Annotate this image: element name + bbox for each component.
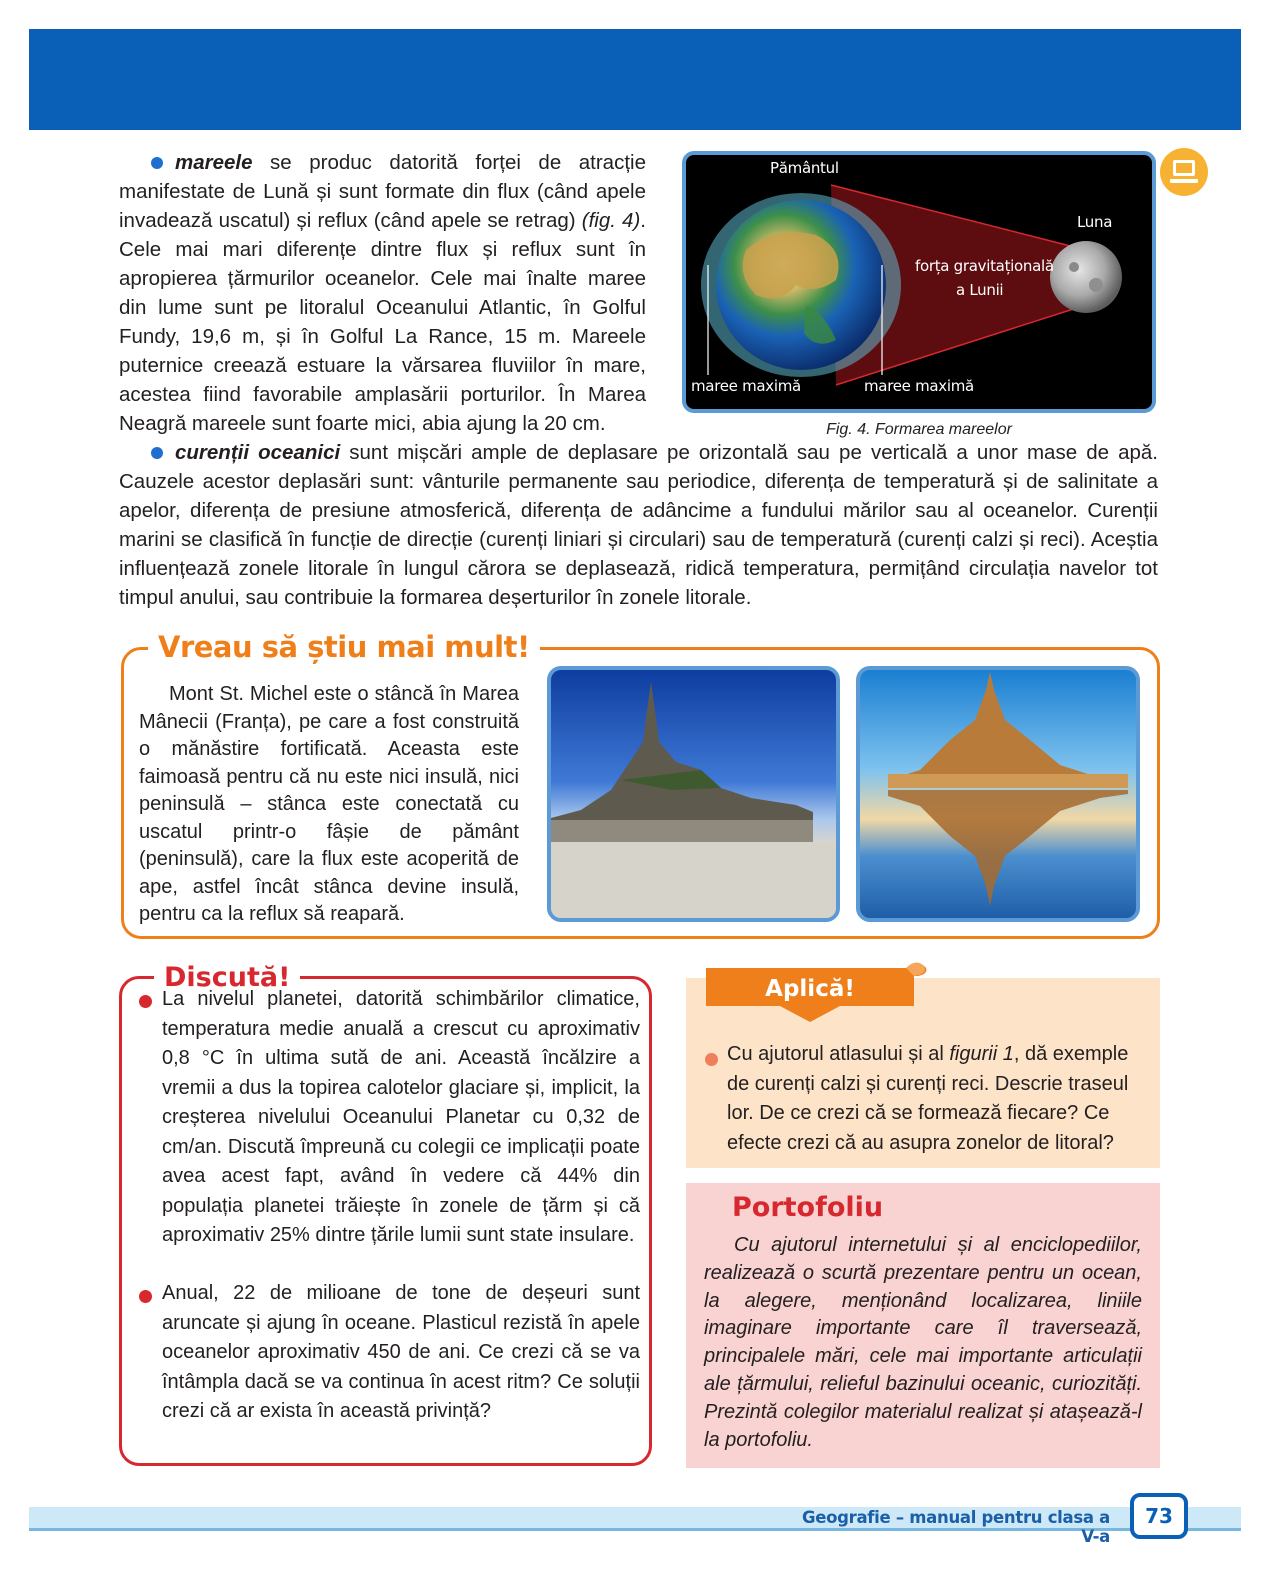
paragraph-mareele: mareele se produc datorită forței de atracție manifestate de Lună și sunt formate din flux (când apele invadează uscatul) și reflux (când apele se retrag) (fig. 4). Cele mai mari diferențe dintre flux și reflux sunt în apropierea țărmurilor oceanelor. Cele mai înalte maree din lume sunt pe litoralul Oceanului Atlantic, în Golful Fundy, 19,6 m, și în Golful La Rance, 15 m. Mareele puternice creează estuare la vărsarea fluviilor în mare, acestea fiind favorabile amplasării porturilor. În Marea Neagră mareele sunt foarte mici, abia ajung la 20 cm. (119, 151, 646, 435)
photo-mont-st-michel-day (547, 666, 840, 922)
label-earth: Pământul (770, 159, 839, 177)
computer-icon[interactable] (1160, 148, 1208, 196)
bullet-icon (139, 995, 152, 1008)
label-max-tide-right: maree maximă (864, 377, 974, 395)
label-max-tide-left: maree maximă (691, 377, 801, 395)
term-mareele: mareele (175, 151, 253, 174)
bullet-icon (151, 157, 163, 169)
bullet-icon (705, 1053, 718, 1066)
footer-book-title: Geografie – manual pentru clasa a V-a (801, 1508, 1110, 1546)
box-portofoliu-title: Portofoliu (732, 1192, 884, 1223)
discuta-item-2: Anual, 22 de milioane de tone de deșeuri sunt aruncate și ajung în oceane. Plasticul rezistă în apele oceanelor aproximativ 450 de ani. Ce crezi că se va întâmpla dacă se va continua în acest ritm? Ce soluții crezi că ar exista în această privință? (162, 1282, 640, 1422)
box-aplica-title: Aplică! (765, 976, 855, 1002)
label-force-line1: forța gravitațională (915, 257, 1054, 275)
box-vreau-text: Mont St. Michel este o stâncă în Marea Mânecii (Franța), pe care a fost construită o mănăstire fortificată. Aceasta este faimoasă pentru că nu este nici insulă, nici peninsulă – stânca este conectată cu uscatul printr-o fâșie de pământ (peninsulă), care la flux este acoperită de ape, astfel încât stânca devine insulă, pentru ca la reflux să reapară. (139, 683, 519, 925)
discuta-item-1: La nivelul planetei, datorită schimbărilor climatice, temperatura medie anuală a crescut cu aproximativ 0,8 °C în ultima sută de ani. Această încălzire a vremii a dus la topirea calotelor glaciare și, implicit, la creșterea nivelului Oceanului Planetar cu 0,32 de cm/an. Discută împreună cu colegii ce implicații poate avea acest fapt, având în vedere că 44% din populația planetei trăiește în zonele de țărm și că aproximativ 25% dintre țările lumii sunt state insulare. (162, 988, 640, 1246)
figure-tides (682, 151, 1156, 413)
label-force-line2: a Lunii (956, 281, 1004, 299)
label-moon: Luna (1077, 213, 1113, 231)
box-discuta-title: Discută! (154, 962, 300, 993)
bullet-icon (151, 447, 163, 459)
fig-reference: (fig. 4) (581, 209, 641, 232)
box-vreau-title: Vreau să știu mai mult! (148, 630, 540, 664)
term-curenti: curenții oceanici (175, 441, 341, 464)
box-portofoliu-text: Cu ajutorul internetului și al enciclopediilor, realizează o scurtă prezentare pentru un ocean, la alegere, menționând localizarea, liniile imaginare importante care îl traversează, principalele mări, cele mai importante articulații ale țărmului, relieful bazinului oceanic, curiozități. Prezintă colegilor materialul realizat și atașează-l la portofoliu. (704, 1234, 1142, 1451)
figure-caption: Fig. 4. Formarea mareelor (826, 421, 1012, 438)
box-aplica-text: Cu ajutorul atlasului și al figurii 1, dă exemple de curenți calzi și curenți reci. Descrie traseul lor. De ce crezi că se formează fiecare? Ce efecte crezi că au asupra zonelor de litoral? (727, 1043, 1129, 1154)
page-number: 73 (1130, 1493, 1188, 1539)
bullet-icon (139, 1290, 152, 1303)
header-band (29, 29, 1241, 130)
photo-mont-st-michel-reflection (856, 666, 1140, 922)
paragraph-curenti: curenții oceanici sunt mișcări ample de deplasare pe orizontală sau pe verticală a unor mase de apă. Cauzele acestor deplasări sunt: vânturile permanente sau periodice, diferența de temperatură și de salinitate a apelor, diferența de presiune atmosferică, diferența de adâncime a fundului mărilor sau al oceanelor. Curenții marini se clasifică în funcție de direcție (curenți liniari și circulari) sau de temperatură (curenți calzi și reci). Aceștia influențează zonele litorale în lungul cărora se deplasează, ridică temperatura, permițând circulația navelor tot timpul anului, sau contribuie la formarea deșerturilor în zonele litorale. (119, 441, 1158, 609)
